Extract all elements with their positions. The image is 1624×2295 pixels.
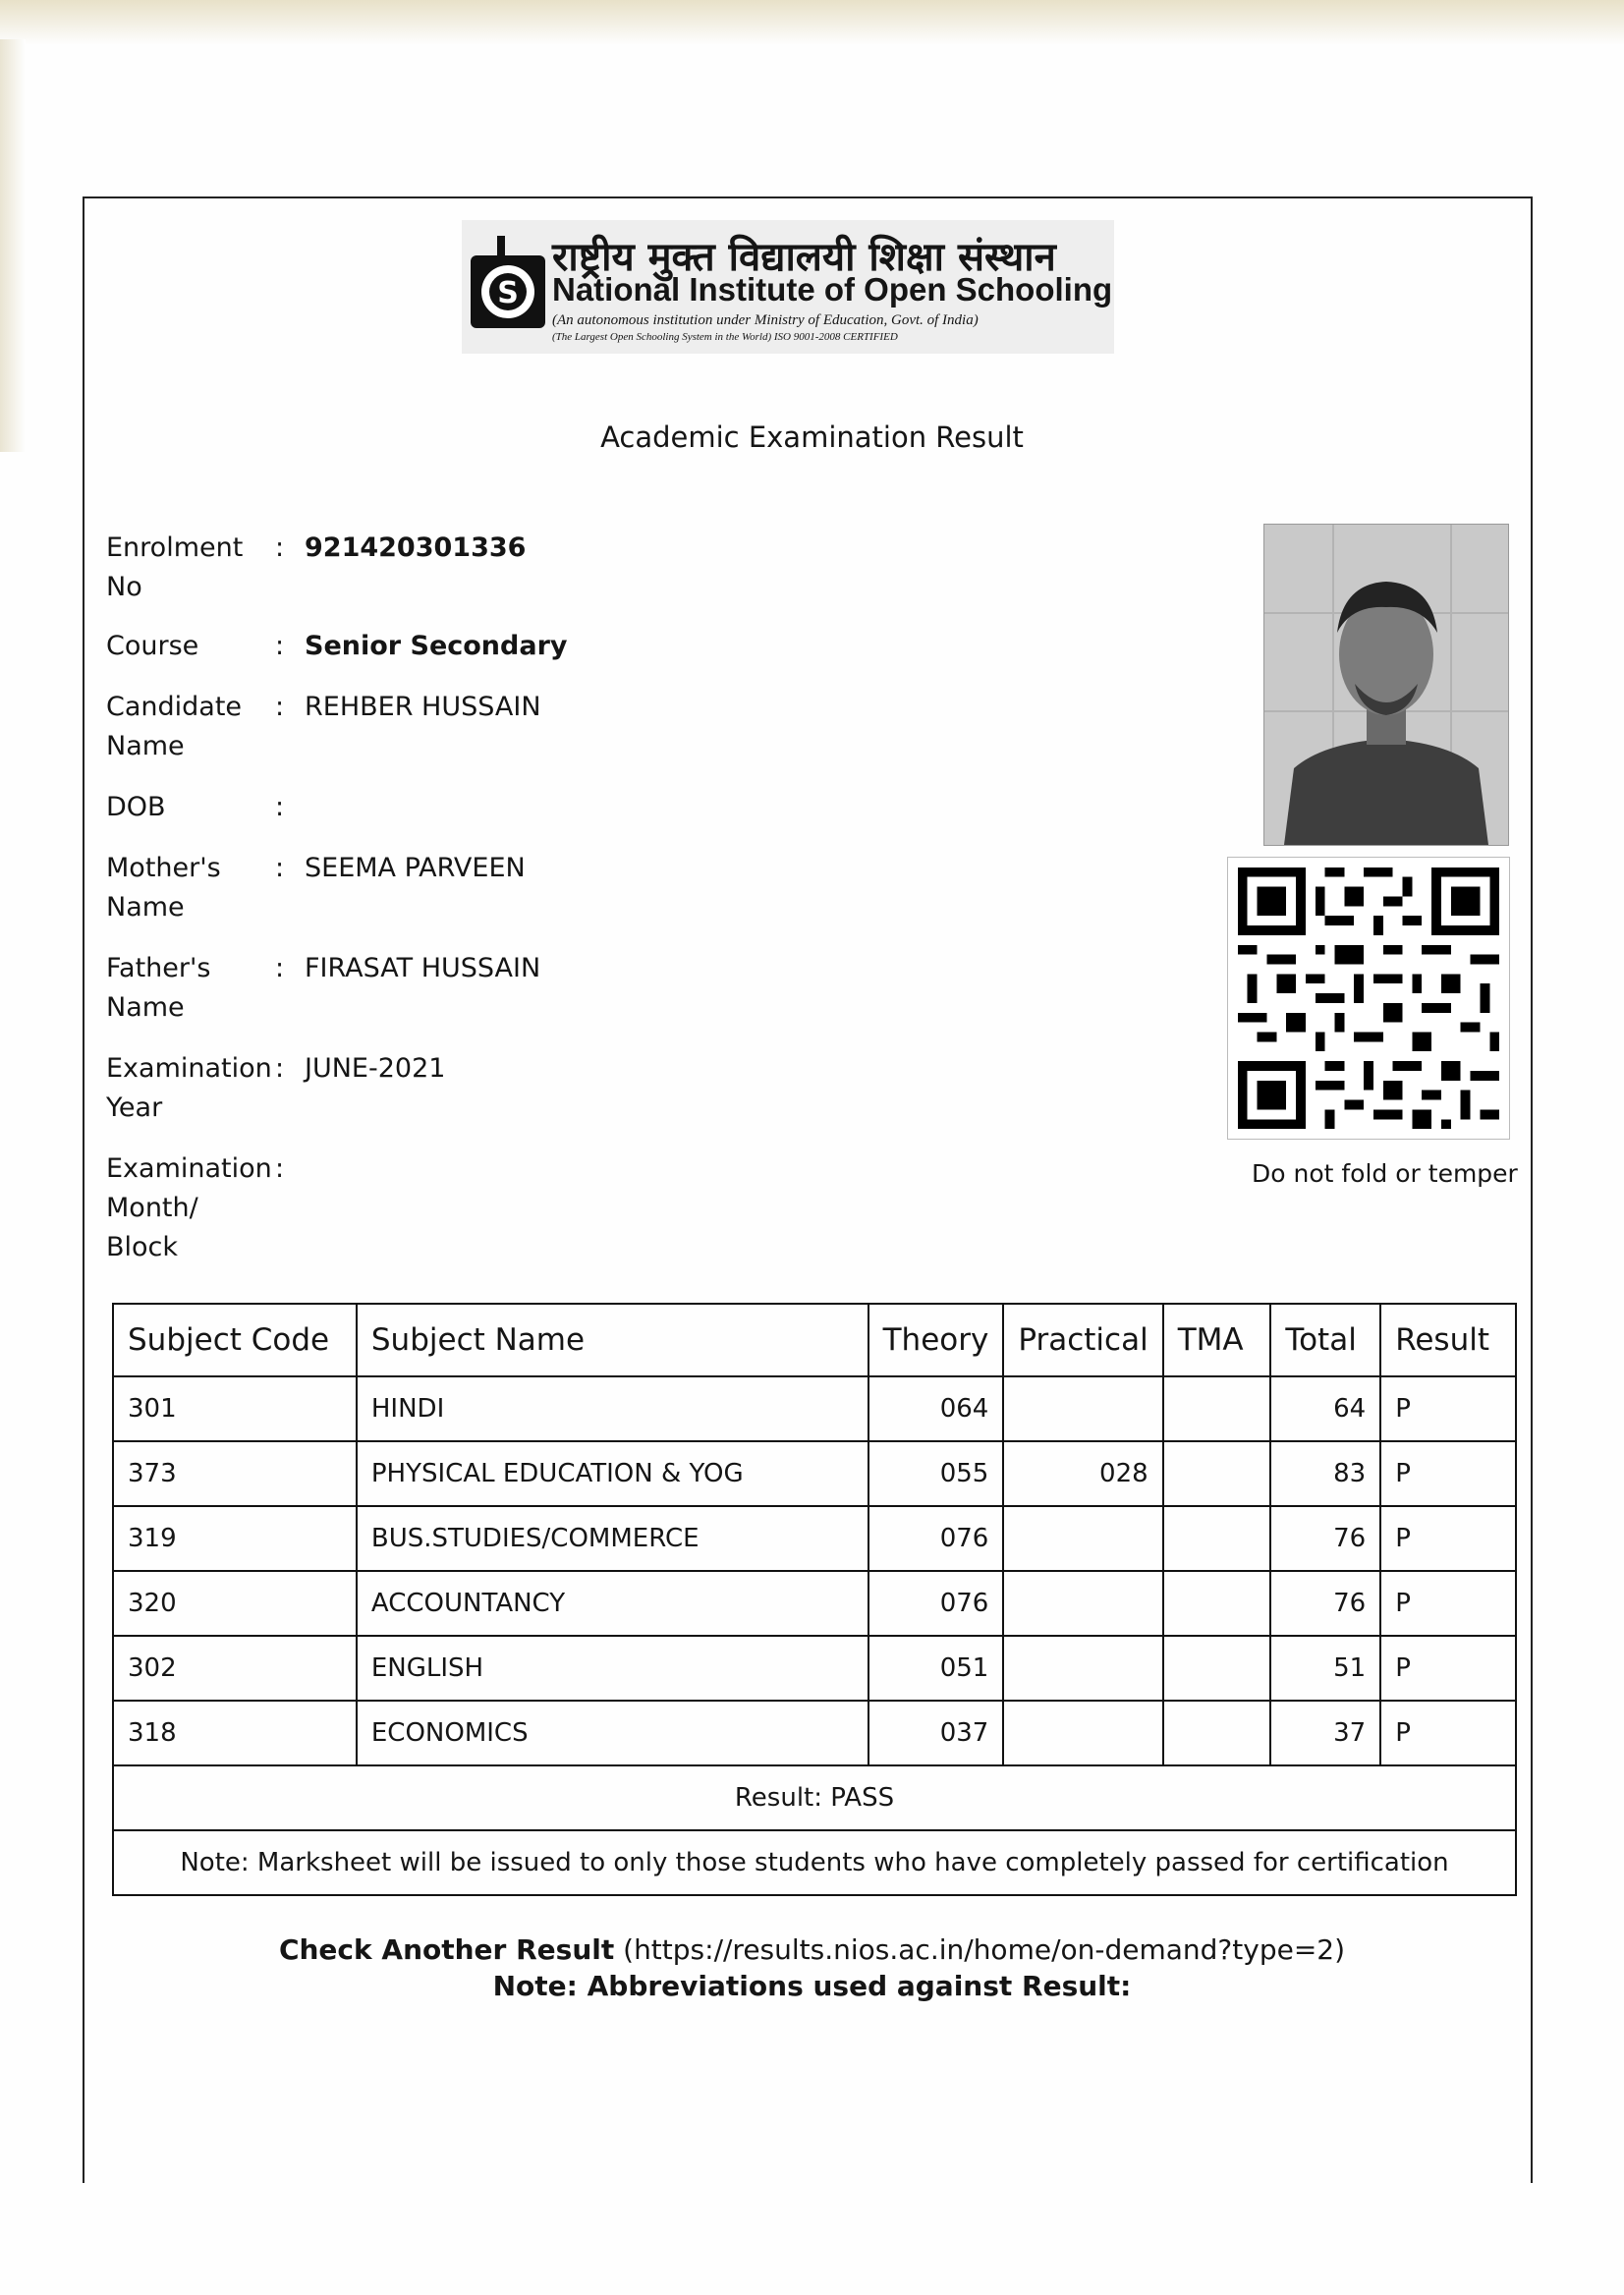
document-title: Academic Examination Result	[600, 420, 1024, 454]
field-value: SEEMA PARVEEN	[305, 853, 526, 883]
institute-subtitle: (An autonomous institution under Ministry of Education, Govt. of India)	[552, 312, 979, 328]
theory-marks: 037	[868, 1701, 1004, 1765]
candidate-photo-image	[1264, 525, 1508, 845]
qr-note: Do not fold or temper	[1252, 1159, 1518, 1188]
overall-result: Result: PASS	[113, 1765, 1516, 1830]
field-label: Candidate Name	[106, 692, 243, 761]
header-subject-code: Subject Code	[113, 1304, 357, 1376]
subject-name: ENGLISH	[357, 1636, 868, 1701]
abbreviations-note: Note: Abbreviations used against Result:	[492, 1970, 1132, 2002]
institute-name-hindi: राष्ट्रीय मुक्त विद्यालयी शिक्षा संस्थान	[552, 234, 1056, 280]
total-marks: 83	[1270, 1441, 1380, 1506]
tma-marks	[1163, 1376, 1271, 1441]
total-marks: 64	[1270, 1376, 1380, 1441]
theory-marks: 076	[868, 1571, 1004, 1636]
subject-code: 320	[113, 1571, 357, 1636]
field-label: Course	[106, 631, 199, 661]
subject-code: 302	[113, 1636, 357, 1701]
marksheet-note: Note: Marksheet will be issued to only those students who have completely passed for certification	[113, 1830, 1516, 1895]
table-row	[113, 1441, 1516, 1506]
footer-links	[0, 1933, 1624, 2002]
field-label: DOB	[106, 792, 166, 822]
tma-marks	[1163, 1636, 1271, 1701]
field-value: JUNE-2021	[305, 1053, 446, 1084]
nios-logo-icon	[468, 234, 548, 332]
total-marks: 76	[1270, 1571, 1380, 1636]
field-label: Father's Name	[106, 953, 211, 1023]
field-label: Examination Month/ Block	[106, 1153, 272, 1262]
subject-result: P	[1380, 1701, 1516, 1765]
tma-marks	[1163, 1571, 1271, 1636]
field-label: Examination Year	[106, 1053, 272, 1123]
table-row	[113, 1506, 1516, 1571]
tma-marks	[1163, 1506, 1271, 1571]
header-practical: Practical	[1003, 1304, 1162, 1376]
tma-marks	[1163, 1701, 1271, 1765]
theory-marks: 051	[868, 1636, 1004, 1701]
table-row	[113, 1636, 1516, 1701]
subject-name: PHYSICAL EDUCATION & YOG	[357, 1441, 868, 1506]
subject-code: 319	[113, 1506, 357, 1571]
subject-code: 373	[113, 1441, 357, 1506]
check-another-result-link[interactable]: Check Another Result	[278, 1933, 615, 1966]
theory-marks: 076	[868, 1506, 1004, 1571]
table-header-row	[113, 1304, 1516, 1376]
institute-name: National Institute of Open Schooling	[552, 271, 1113, 308]
practical-marks	[1003, 1636, 1162, 1701]
total-marks: 51	[1270, 1636, 1380, 1701]
subject-result: P	[1380, 1376, 1516, 1441]
subject-result: P	[1380, 1506, 1516, 1571]
table-row	[113, 1701, 1516, 1765]
field-value: 921420301336	[305, 532, 527, 563]
scan-left-edge	[0, 39, 26, 452]
subject-result: P	[1380, 1441, 1516, 1506]
qr-code-icon	[1227, 857, 1510, 1140]
subject-code: 318	[113, 1701, 357, 1765]
table-row	[113, 1376, 1516, 1441]
practical-marks	[1003, 1506, 1162, 1571]
note-row	[113, 1830, 1516, 1895]
total-marks: 37	[1270, 1701, 1380, 1765]
subject-code: 301	[113, 1376, 357, 1441]
field-value: REHBER HUSSAIN	[305, 692, 541, 722]
subject-result: P	[1380, 1636, 1516, 1701]
overall-result-row	[113, 1765, 1516, 1830]
total-marks: 76	[1270, 1506, 1380, 1571]
table-row	[113, 1571, 1516, 1636]
field-label: Mother's Name	[106, 853, 221, 923]
field-value: Senior Secondary	[305, 631, 568, 661]
theory-marks: 055	[868, 1441, 1004, 1506]
practical-marks	[1003, 1701, 1162, 1765]
practical-marks	[1003, 1376, 1162, 1441]
field-value: FIRASAT HUSSAIN	[305, 953, 541, 983]
subject-result: P	[1380, 1571, 1516, 1636]
subject-name: ACCOUNTANCY	[357, 1571, 868, 1636]
header-subject-name: Subject Name	[357, 1304, 868, 1376]
check-another-result-url[interactable]: (https://results.nios.ac.in/home/on-demand?type=2)	[623, 1933, 1346, 1966]
header-result: Result	[1380, 1304, 1516, 1376]
practical-marks: 028	[1003, 1441, 1162, 1506]
theory-marks: 064	[868, 1376, 1004, 1441]
field-label: Enrolment No	[106, 532, 244, 602]
marks-table	[112, 1303, 1517, 1896]
header-tma: TMA	[1163, 1304, 1271, 1376]
subject-name: BUS.STUDIES/COMMERCE	[357, 1506, 868, 1571]
header-total: Total	[1270, 1304, 1380, 1376]
practical-marks	[1003, 1571, 1162, 1636]
candidate-photo	[1263, 524, 1509, 846]
scan-top-edge	[0, 0, 1624, 45]
check-another-result	[0, 1933, 1624, 1966]
subject-name: ECONOMICS	[357, 1701, 868, 1765]
tma-marks	[1163, 1441, 1271, 1506]
subject-name: HINDI	[357, 1376, 868, 1441]
header-theory: Theory	[868, 1304, 1004, 1376]
institute-tagline: (The Largest Open Schooling System in the World) ISO 9001-2008 CERTIFIED	[552, 331, 898, 343]
svg-text:S: S	[497, 276, 519, 310]
